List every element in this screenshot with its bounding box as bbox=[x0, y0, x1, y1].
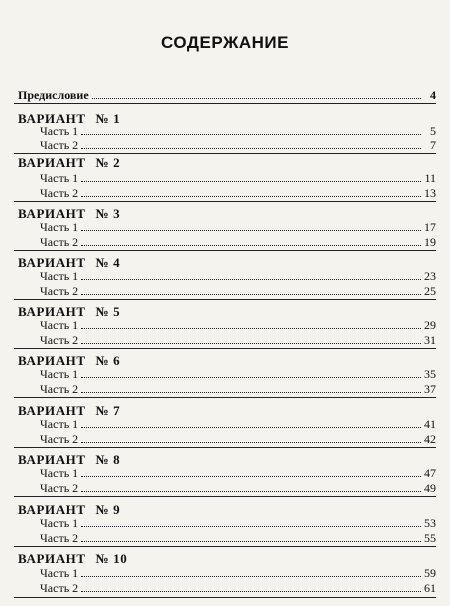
variant-label: ВАРИАНТ bbox=[18, 452, 86, 467]
variant-heading bbox=[18, 155, 120, 170]
variant-number: № 4 bbox=[95, 255, 121, 270]
section-divider bbox=[14, 103, 436, 104]
toc-page-number: 61 bbox=[424, 581, 436, 595]
variant-label: ВАРИАНТ bbox=[18, 304, 86, 319]
section-divider bbox=[14, 496, 436, 497]
toc-page-number: 7 bbox=[430, 138, 436, 152]
toc-entry-label: Часть 1 bbox=[40, 318, 79, 332]
toc-entry-label: Часть 2 bbox=[40, 284, 79, 298]
toc-entry-part bbox=[40, 171, 436, 185]
variant-label: ВАРИАНТ bbox=[18, 255, 86, 270]
section-divider bbox=[14, 397, 436, 398]
toc-entry-label: Часть 1 bbox=[40, 269, 79, 283]
variant-label: ВАРИАНТ bbox=[18, 551, 86, 566]
dot-leader bbox=[81, 181, 421, 182]
variant-label: ВАРИАНТ bbox=[18, 353, 86, 368]
section-divider bbox=[14, 201, 436, 202]
variant-label: ВАРИАНТ bbox=[18, 502, 86, 517]
toc-page-number: 31 bbox=[424, 333, 436, 347]
dot-leader bbox=[81, 591, 421, 592]
toc-entry-part bbox=[40, 124, 436, 138]
section-divider bbox=[14, 153, 436, 154]
variant-heading bbox=[18, 551, 127, 566]
toc-entry-label: Часть 2 bbox=[40, 235, 79, 249]
variant-heading bbox=[18, 206, 120, 221]
dot-leader bbox=[81, 230, 421, 231]
variant-label: ВАРИАНТ bbox=[18, 155, 86, 170]
toc-page-number: 25 bbox=[424, 284, 436, 298]
dot-leader bbox=[81, 196, 421, 197]
toc-entry-label: Часть 2 bbox=[40, 581, 79, 595]
variant-number: № 8 bbox=[95, 452, 121, 467]
toc-entry-part bbox=[40, 516, 436, 530]
variant-number: № 10 bbox=[95, 551, 128, 566]
section-divider bbox=[14, 348, 436, 349]
toc-page-number: 19 bbox=[424, 235, 436, 249]
toc-entry-part bbox=[40, 333, 436, 347]
toc-entry-label: Часть 1 bbox=[40, 171, 79, 185]
dot-leader bbox=[81, 245, 421, 246]
toc-page-number: 37 bbox=[424, 382, 436, 396]
dot-leader bbox=[81, 442, 421, 443]
toc-entry-label: Часть 2 bbox=[40, 333, 79, 347]
toc-entry-label: Часть 1 bbox=[40, 417, 79, 431]
toc-page-number: 29 bbox=[424, 318, 436, 332]
toc-page-number: 42 bbox=[424, 432, 436, 446]
toc-entry-part bbox=[40, 417, 436, 431]
dot-leader bbox=[81, 134, 421, 135]
page-title: СОДЕРЖАНИЕ bbox=[161, 33, 289, 52]
toc-entry-label: Предисловие bbox=[18, 88, 89, 102]
toc-entry-label: Часть 1 bbox=[40, 220, 79, 234]
variant-heading bbox=[18, 304, 120, 319]
toc-entry-part bbox=[40, 235, 436, 249]
toc-page-number: 5 bbox=[430, 124, 436, 138]
dot-leader bbox=[81, 576, 421, 577]
toc-page-number: 17 bbox=[424, 220, 436, 234]
variant-heading bbox=[18, 353, 120, 368]
toc-entry-part bbox=[40, 284, 436, 298]
variant-heading bbox=[18, 255, 120, 270]
dot-leader bbox=[81, 491, 421, 492]
toc-entry-part bbox=[40, 481, 436, 495]
variant-number: № 2 bbox=[95, 155, 121, 170]
toc-entry-label: Часть 1 bbox=[40, 466, 79, 480]
toc-entry-label: Часть 2 bbox=[40, 432, 79, 446]
toc-entry-part bbox=[40, 432, 436, 446]
toc-page-number: 4 bbox=[430, 88, 436, 102]
dot-leader bbox=[81, 427, 421, 428]
toc-entry-part bbox=[40, 318, 436, 332]
toc-page-number: 53 bbox=[424, 516, 436, 530]
dot-leader bbox=[81, 392, 421, 393]
toc-entry-part bbox=[40, 531, 436, 545]
toc-entry-part bbox=[40, 566, 436, 580]
variant-label: ВАРИАНТ bbox=[18, 206, 86, 221]
toc-entry-part bbox=[40, 581, 436, 595]
toc-entry-part bbox=[40, 382, 436, 396]
toc-entry-label: Часть 2 bbox=[40, 186, 79, 200]
toc-page-number: 13 bbox=[424, 186, 436, 200]
section-divider bbox=[14, 447, 436, 448]
toc-entry-label: Часть 1 bbox=[40, 367, 79, 381]
toc-entry-part bbox=[40, 367, 436, 381]
variant-number: № 3 bbox=[95, 206, 121, 221]
variant-heading bbox=[18, 403, 120, 418]
dot-leader bbox=[81, 541, 421, 542]
dot-leader bbox=[81, 328, 421, 329]
dot-leader bbox=[81, 476, 421, 477]
section-divider bbox=[14, 299, 436, 300]
dot-leader bbox=[81, 377, 421, 378]
toc-page-number: 49 bbox=[424, 481, 436, 495]
variant-heading bbox=[18, 452, 120, 467]
dot-leader bbox=[81, 526, 421, 527]
variant-number: № 1 bbox=[95, 111, 121, 126]
toc-page-number: 47 bbox=[424, 466, 436, 480]
toc-entry-part bbox=[40, 466, 436, 480]
dot-leader bbox=[81, 294, 421, 295]
variant-heading bbox=[18, 502, 120, 517]
variant-number: № 7 bbox=[95, 403, 121, 418]
section-divider bbox=[14, 250, 436, 251]
toc-entry-part bbox=[40, 186, 436, 200]
toc-entry-label: Часть 2 bbox=[40, 531, 79, 545]
toc-entry-label: Часть 1 bbox=[40, 516, 79, 530]
dot-leader bbox=[81, 148, 421, 149]
toc-page-number: 59 bbox=[424, 566, 436, 580]
toc-entry-part bbox=[40, 138, 436, 152]
toc-page-number: 11 bbox=[424, 171, 436, 185]
toc-entry-label: Часть 1 bbox=[40, 124, 79, 138]
dot-leader bbox=[92, 98, 421, 99]
toc-page-number: 35 bbox=[424, 367, 436, 381]
toc-entry-preface bbox=[18, 88, 436, 102]
variant-label: ВАРИАНТ bbox=[18, 111, 86, 126]
toc-entry-label: Часть 2 bbox=[40, 382, 79, 396]
variant-label: ВАРИАНТ bbox=[18, 403, 86, 418]
toc-page-number: 41 bbox=[424, 417, 436, 431]
toc-page-number: 23 bbox=[424, 269, 436, 283]
toc-entry-part bbox=[40, 220, 436, 234]
dot-leader bbox=[81, 343, 421, 344]
toc-entry-label: Часть 2 bbox=[40, 138, 79, 152]
dot-leader bbox=[81, 279, 421, 280]
variant-number: № 6 bbox=[95, 353, 121, 368]
toc-entry-label: Часть 2 bbox=[40, 481, 79, 495]
toc-entry-part bbox=[40, 269, 436, 283]
section-divider bbox=[14, 546, 436, 547]
variant-number: № 9 bbox=[95, 502, 121, 517]
variant-number: № 5 bbox=[95, 304, 121, 319]
toc-page-number: 55 bbox=[424, 531, 436, 545]
toc-entry-label: Часть 1 bbox=[40, 566, 79, 580]
section-divider bbox=[14, 597, 436, 598]
